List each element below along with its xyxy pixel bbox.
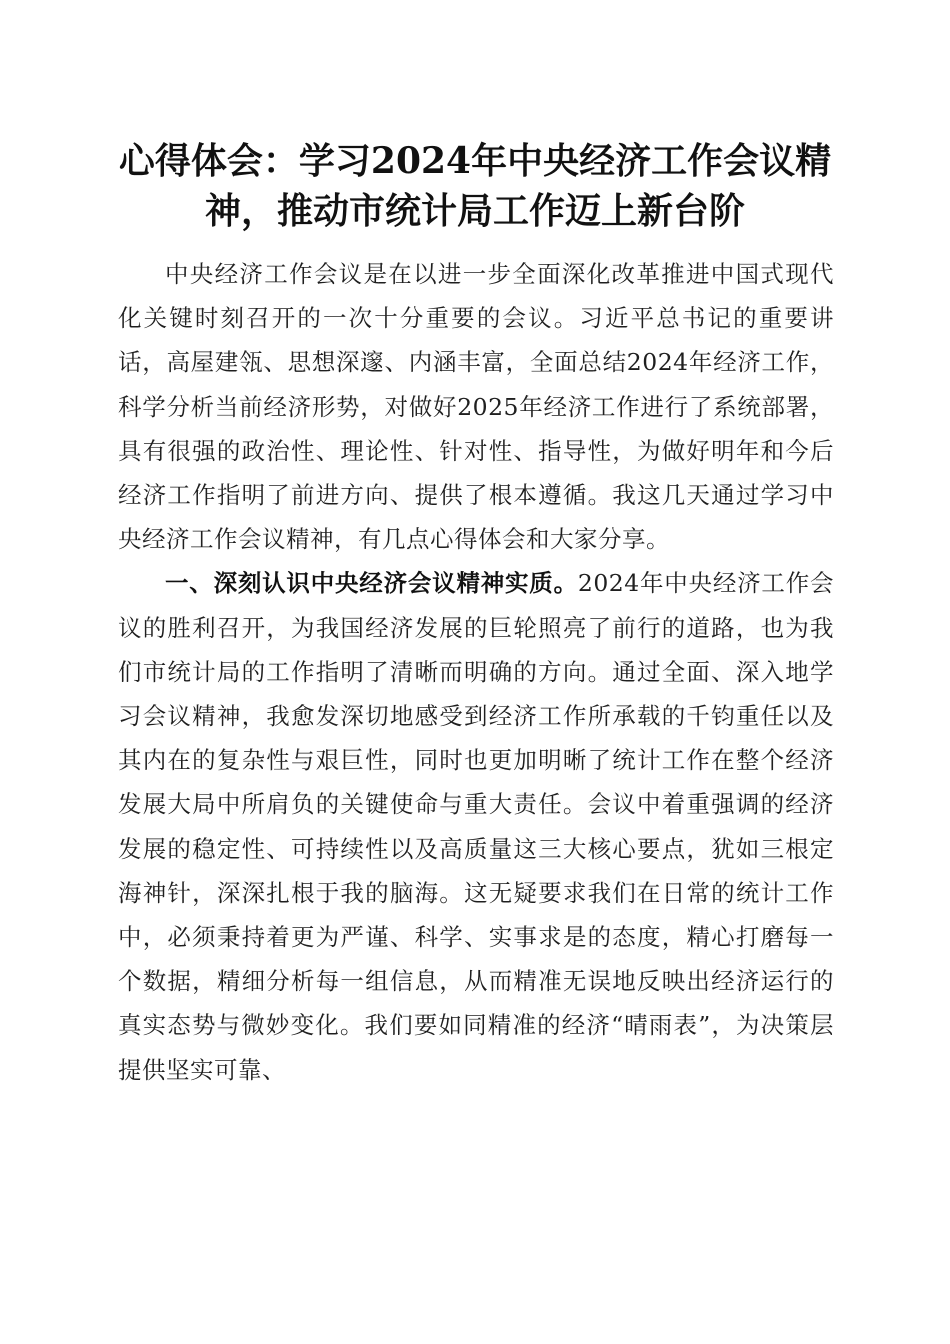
- section-1-text: 2024年中央经济工作会议的胜利召开，为我国经济发展的巨轮照亮了前行的道路，也为我们市统计局的工作指明了清晰而明确的方向。通过全面、深入地学习会议精神，我愈发深切地感受到经济工作所承载的千钧重任以及其内在的复杂性与艰巨性，同时也更加明晰了统计工作在整个经济发展大局中所肩负的关键使命与重大责任。会议中着重强调的经济发展的稳定性、可持续性以及高质量这三大核心要点，犹如三根定海神针，深深扎根于我的脑海。这无疑要求我们在日常的统计工作中，必须秉持着更为严谨、科学、实事求是的态度，精心打磨每一个数据，精细分析每一组信息，从而精准无误地反映出经济运行的真实态势与微妙变化。我们要如同精准的经济“晴雨表”，为决策层提供坚实可靠、: [118, 569, 834, 1084]
- paragraph-section-1: [118, 561, 834, 1091]
- document-title: [100, 136, 850, 236]
- paragraph-intro: [118, 252, 834, 561]
- title-line-2: 神，推动市统计局工作迈上新台阶: [204, 190, 745, 232]
- title-line-1: 心得体会：学习2024年中央经济工作会议精: [118, 140, 832, 182]
- paragraph-intro-text: 中央经济工作会议是在以进一步全面深化改革推进中国式现代化关键时刻召开的一次十分重要的会议。习近平总书记的重要讲话，高屋建瓴、思想深邃、内涵丰富，全面总结2024年经济工作，科学分析当前经济形势，对做好2025年经济工作进行了系统部署，具有很强的政治性、理论性、针对性、指导性，为做好明年和今后经济工作指明了前进方向、提供了根本遵循。我这几天通过学习中央经济工作会议精神，有几点心得体会和大家分享。: [118, 260, 834, 554]
- document-body: [118, 252, 834, 1092]
- section-1-heading: 一、深刻认识中央经济会议精神实质。: [165, 569, 578, 598]
